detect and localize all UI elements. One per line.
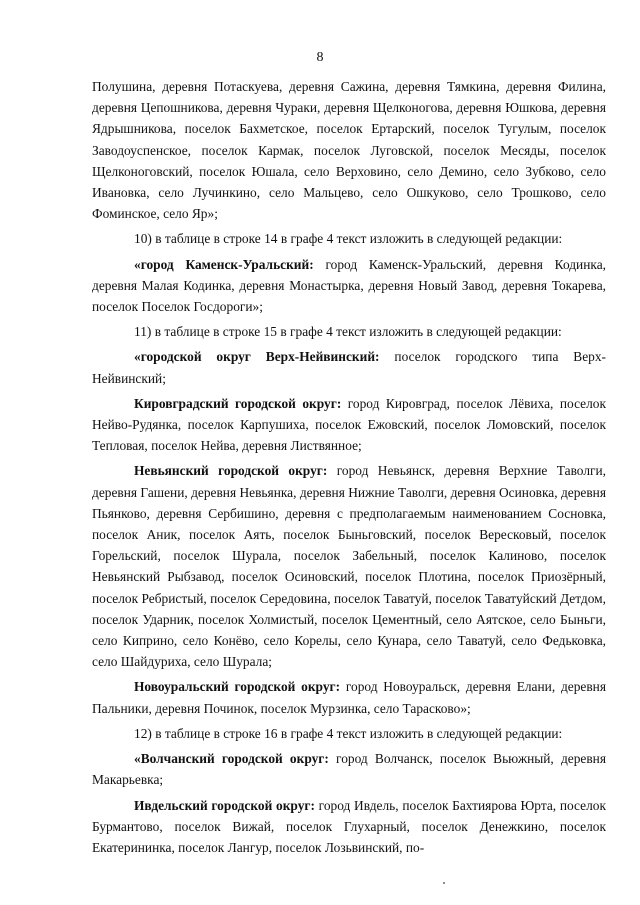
paragraph-text-1: 10) в таблице в строке 14 в графе 4 текст изложить в следующей редакции: (134, 231, 563, 247)
paragraph-bold-9: «Волчанский городской округ: (134, 751, 329, 767)
paragraph-10 (92, 795, 606, 859)
paragraph-bold-2: «город Каменск-Уральский: (134, 256, 314, 272)
paragraph-text-3: 11) в таблице в строке 15 в графе 4 текст изложить в следующей редакции: (134, 324, 562, 340)
paragraph-bold-5: Кировградский городской округ: (134, 395, 342, 411)
paragraph-7 (92, 676, 606, 718)
paragraph-1 (92, 228, 606, 249)
paragraph-8 (92, 723, 606, 744)
paragraph-text-7: город Новоуральск, деревня Елани, деревня Пальники, деревня Починок, поселок Мурзинка, село Тарасково»; (92, 679, 606, 716)
scan-speck (443, 882, 445, 884)
paragraph-9 (92, 748, 606, 790)
paragraph-3 (92, 321, 606, 342)
page-number: 8 (316, 50, 324, 65)
paragraph-0 (92, 76, 606, 224)
paragraph-4 (92, 346, 606, 388)
paragraph-6 (92, 460, 606, 672)
paragraph-text-5: город Кировград, поселок Лёвиха, поселок Нейво-Рудянка, поселок Карпушиха, поселок Ежовский, поселок Ломовский, поселок Тепловая, поселок Нейва, деревня Листвянное; (92, 395, 606, 454)
paragraph-bold-10: Ивдельский городской округ: (134, 797, 315, 813)
paragraph-5 (92, 393, 606, 457)
document-body (92, 76, 606, 862)
paragraph-bold-6: Невьянский городской округ: (134, 463, 328, 479)
paragraph-text-9: город Волчанск, поселок Вьюжный, деревня Макарьевка; (92, 751, 607, 788)
paragraph-bold-7: Новоуральский городской округ: (134, 679, 341, 695)
paragraph-text-6: город Невьянск, деревня Верхние Таволги, деревня Гашени, деревня Невьянка, деревня Нижние Таволги, деревня Осиновка, деревня Пьянково, деревня Сербишино, деревня с предполагаемым наименованием Сосновка, поселок Аник, поселок Аять, поселок Быньговский, поселок Вересковый, поселок Горельский, поселок Шурала, поселок Забельный, поселок Калиново, поселок Невьянский Рыбзавод, поселок Осиновский, поселок Плотина, поселок Приозёрный, поселок Ребристый, поселок Середовина, поселок Таватуй, поселок Таватуйский Детдом, поселок Ударник, поселок Холмистый, поселок Цементный, село Аятское, село Быньги, село Киприно, село Конёво, село Корелы, село Кунара, село Таватуй, село Федьковка, село Шайдуриха, село Шурала; (92, 463, 607, 670)
paragraph-bold-4: «городской округ Верх-Нейвинский: (134, 349, 380, 365)
paragraph-2 (92, 254, 606, 318)
paragraph-text-10: город Ивдель, поселок Бахтиярова Юрта, поселок Бурмантово, поселок Вижай, поселок Глухарный, поселок Денежкино, поселок Екатерининка, поселок Лангур, поселок Лозьвинский, по- (92, 797, 606, 855)
paragraph-text-0: Полушина, деревня Потаскуева, деревня Сажина, деревня Тямкина, деревня Филина, деревня Цепошникова, деревня Чураки, деревня Щелконогова, деревня Юшкова, деревня Ядрышникова, поселок Бахметское, поселок Ертарский, поселок Тугулым, поселок Заводоуспенское, поселок Кармак, поселок Луговской, поселок Месяды, поселок Щелконоговский, поселок Юшала, село Верховино, село Демино, село Зубково, село Ивановка, село Лучинкино, село Мальцево, село Ошкуково, село Трошково, село Фоминское, село Яр»; (92, 79, 606, 222)
paragraph-text-4: поселок городского типа Верх-Нейвинский; (92, 349, 606, 386)
paragraph-text-2: город Каменск-Уральский, деревня Кодинка, деревня Малая Кодинка, деревня Монастырка, деревня Новый Завод, деревня Токарева, поселок Поселок Госдороги»; (92, 256, 606, 315)
paragraph-text-8: 12) в таблице в строке 16 в графе 4 текст изложить в следующей редакции: (134, 725, 563, 741)
